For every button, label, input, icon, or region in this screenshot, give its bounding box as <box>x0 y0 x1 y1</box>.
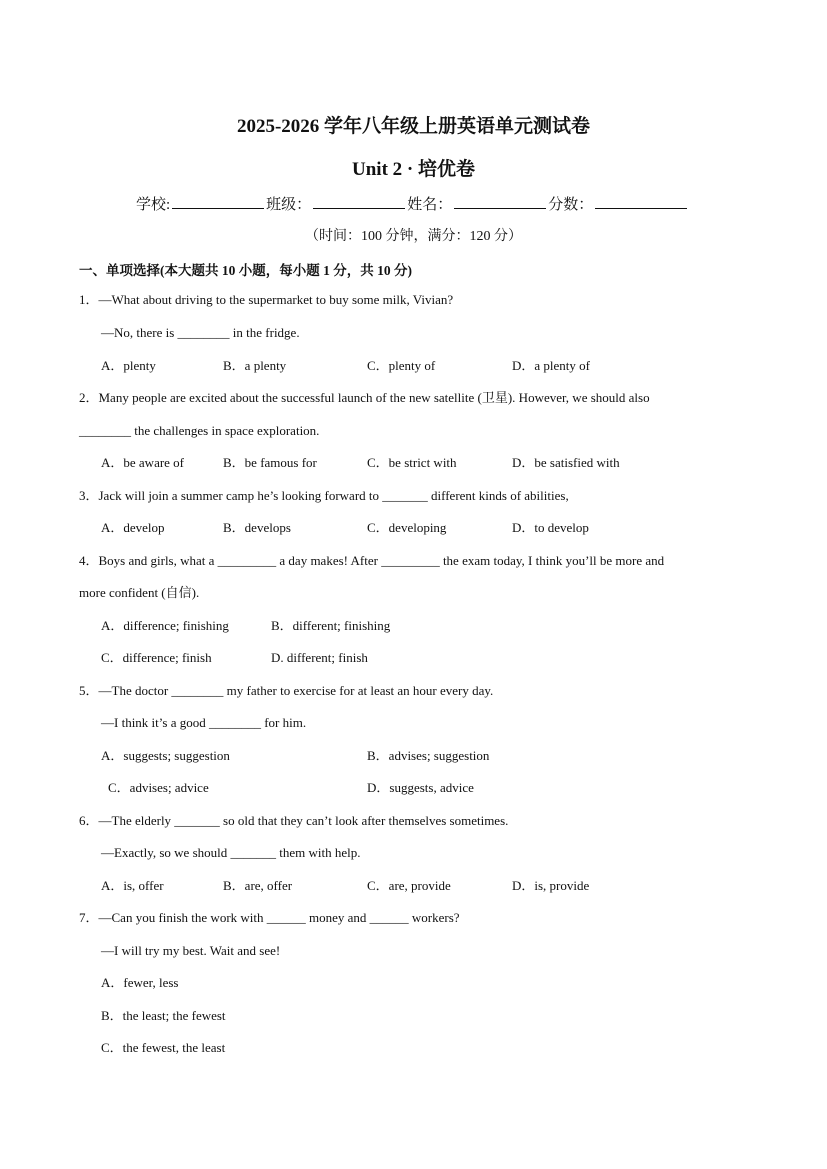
option-d: D．is, provide <box>512 878 590 893</box>
option-a: A．fewer, less <box>101 975 179 990</box>
school-field[interactable] <box>172 194 264 209</box>
question-stem: 6．—The elderly _______ so old that they can’t look after themselves sometimes. <box>79 813 509 828</box>
name-field[interactable] <box>454 194 546 209</box>
question-stem: 3．Jack will join a summer camp he’s looking forward to _______ different kinds of abilities, <box>79 488 569 503</box>
option-a: A．is, offer <box>101 878 164 893</box>
question-stem: —Exactly, so we should _______ them with help. <box>101 845 361 860</box>
option-c: C．advises; advice <box>108 780 209 795</box>
option-c: C．be strict with <box>367 455 457 470</box>
section-title: 一、单项选择(本大题共 10 小题，每小题 1 分，共 10 分) <box>79 263 412 278</box>
option-b: B．develops <box>223 520 291 535</box>
option-b: B．the least; the fewest <box>101 1008 226 1023</box>
time-info: （时间：100 分钟，满分：120 分） <box>305 229 522 244</box>
option-b: B．different; finishing <box>271 618 391 633</box>
option-a: A．difference; finishing <box>101 618 229 633</box>
option-a: A．be aware of <box>101 455 185 470</box>
option-c: C．developing <box>367 520 447 535</box>
question-stem: —No, there is ________ in the fridge. <box>101 325 300 340</box>
question-stem: —I will try my best. Wait and see! <box>101 943 281 958</box>
question-stem: ________ the challenges in space exploration. <box>79 423 320 438</box>
option-a: A．suggests; suggestion <box>101 748 230 763</box>
option-d: D．to develop <box>512 520 589 535</box>
score-field[interactable] <box>595 194 687 209</box>
option-c: C．are, provide <box>367 878 451 893</box>
question-stem: 2．Many people are excited about the successful launch of the new satellite (卫星). However, we should also <box>79 390 650 405</box>
option-c: C．the fewest, the least <box>101 1040 226 1055</box>
name-label: 姓名： <box>407 197 453 213</box>
option-b: B．be famous for <box>223 455 317 470</box>
option-a: A．plenty <box>101 358 156 373</box>
question-stem: 4．Boys and girls, what a _________ a day makes! After _________ the exam today, I think you’ll be more and <box>79 553 665 568</box>
option-d: D．a plenty of <box>512 358 590 373</box>
option-d: D．suggests, advice <box>367 780 474 795</box>
school-label: 学校: <box>136 197 171 213</box>
question-stem: —I think it’s a good ________ for him. <box>101 715 307 730</box>
option-d: D. different; finish <box>271 650 368 665</box>
score-label: 分数： <box>548 197 594 213</box>
option-c: C．plenty of <box>367 358 436 373</box>
question-stem: 7．—Can you finish the work with ______ money and ______ workers? <box>79 910 460 925</box>
exam-subtitle: Unit 2 · 培优卷 <box>352 159 475 180</box>
option-d: D．be satisfied with <box>512 455 620 470</box>
student-info-row <box>136 193 689 214</box>
question-stem: 1．—What about driving to the supermarket to buy some milk, Vivian? <box>79 292 454 307</box>
option-b: B．are, offer <box>223 878 293 893</box>
class-field[interactable] <box>313 194 405 209</box>
question-stem: 5．—The doctor ________ my father to exercise for at least an hour every day. <box>79 683 494 698</box>
option-a: A．develop <box>101 520 165 535</box>
exam-title: 2025-2026 学年八年级上册英语单元测试卷 <box>236 116 591 137</box>
option-c: C．difference; finish <box>101 650 212 665</box>
option-b: B．advises; suggestion <box>367 748 490 763</box>
class-label: 班级： <box>266 197 312 213</box>
question-stem: more confident (自信). <box>79 585 200 600</box>
option-b: B．a plenty <box>223 358 287 373</box>
